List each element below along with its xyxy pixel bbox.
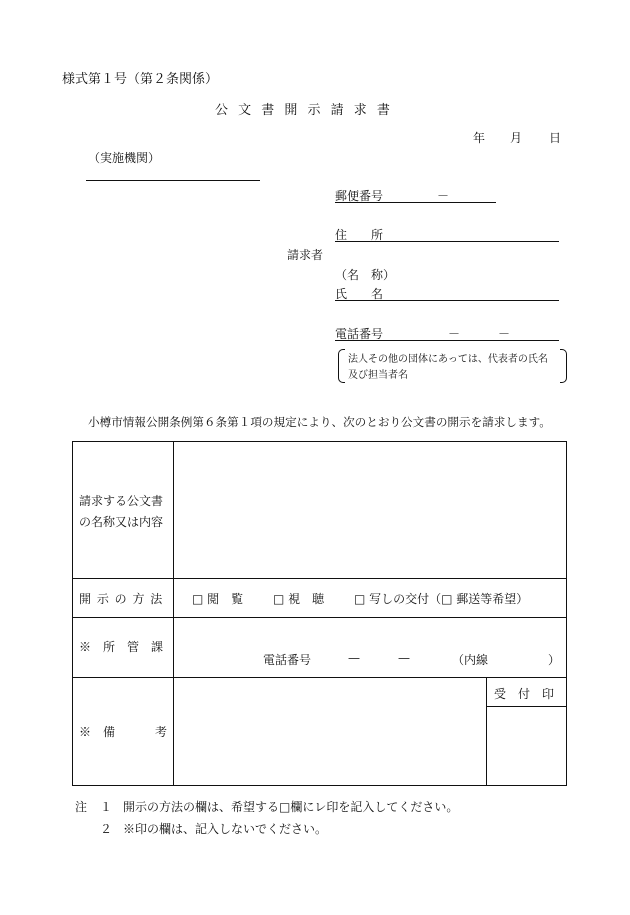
- postal-label: 郵便番号: [335, 189, 384, 203]
- postal-line[interactable]: [335, 202, 496, 203]
- postal-dash: －: [437, 189, 450, 203]
- document-name-label-line-2: の名称又は内容: [79, 515, 164, 529]
- disclosure-method-label: 開 示 の 方 法: [79, 592, 164, 606]
- extension-open: （内線: [452, 653, 489, 667]
- name-label: 氏 名: [335, 287, 384, 301]
- phone-line[interactable]: [335, 340, 559, 341]
- document-name-field[interactable]: [176, 444, 564, 576]
- note-1-number: １: [100, 800, 113, 814]
- agency-label: （実施機関）: [88, 151, 161, 165]
- phone-dash-2: －: [498, 327, 511, 341]
- note-box-line-1: 法人その他の団体にあっては、代表者の氏名: [348, 354, 548, 365]
- receipt-stamp-area: [489, 709, 564, 783]
- option-copy-checkbox[interactable]: □ 写しの交付（□ 郵送等希望）: [354, 592, 529, 606]
- date-day-label: 日: [549, 131, 562, 145]
- department-phone-dash-1: —: [348, 651, 360, 665]
- name-line[interactable]: [335, 300, 559, 301]
- receipt-stamp-label: 受 付 印: [494, 687, 555, 701]
- date-month-label: 月: [510, 131, 523, 145]
- department-label: ※ 所 管 課: [79, 640, 164, 654]
- phone-dash-1: －: [448, 327, 461, 341]
- remarks-label-right: 考: [155, 725, 168, 739]
- document-name-label-line-1: 請求する公文書: [79, 494, 164, 508]
- note-2-number: ２: [100, 822, 113, 836]
- remarks-field[interactable]: [176, 680, 484, 783]
- note-bracket-right: [560, 349, 567, 383]
- company-label: （名 称）: [335, 268, 396, 282]
- address-label: 住 所: [335, 228, 384, 242]
- remarks-label-left: ※ 備: [79, 725, 116, 739]
- address-line[interactable]: [335, 241, 559, 242]
- page-title: 公 文 書 開 示 請 求 書: [215, 103, 393, 118]
- requester-label: 請求者: [287, 248, 324, 262]
- note-marker: 注: [75, 800, 88, 814]
- form-number: 様式第１号（第２条関係）: [62, 72, 219, 87]
- note-box-line-2: 及び担当者名: [348, 370, 408, 381]
- department-phone-label: 電話番号: [263, 653, 312, 667]
- note-2-text: ※印の欄は、記入しないでください。: [123, 822, 328, 836]
- note-bracket-left: [338, 349, 345, 383]
- intro-text: 小樽市情報公開条例第６条第１項の規定により、次のとおり公文書の開示を請求します。: [88, 415, 551, 429]
- option-listening-checkbox[interactable]: □ 視 聴: [273, 592, 325, 606]
- department-phone-dash-2: —: [398, 651, 410, 665]
- extension-close: ）: [548, 653, 561, 667]
- note-1-text: 開示の方法の欄は、希望する□欄にレ印を記入してください。: [123, 800, 459, 814]
- option-viewing-checkbox[interactable]: □ 閲 覧: [192, 592, 244, 606]
- phone-label: 電話番号: [335, 327, 384, 341]
- date-year-label: 年: [473, 131, 486, 145]
- agency-line[interactable]: [86, 180, 260, 181]
